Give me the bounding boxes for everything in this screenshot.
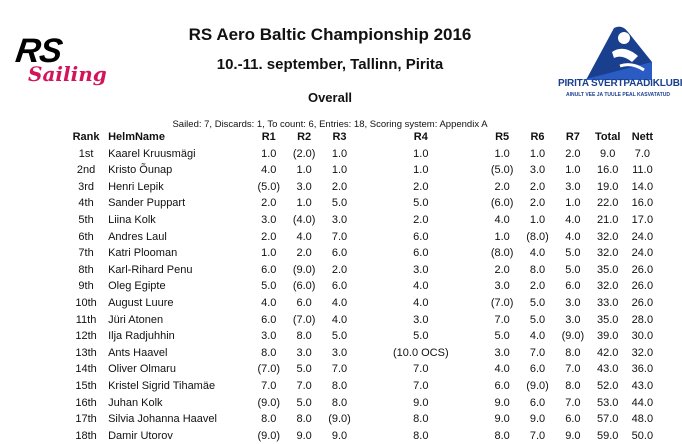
total-cell: 32.0 <box>596 247 619 260</box>
r4-cell: 6.0 <box>413 247 429 260</box>
r6-cell: (8.0) <box>526 230 549 243</box>
r1-cell: (5.0) <box>257 180 281 193</box>
col-r4: R4 <box>413 131 428 143</box>
col-rank: Rank <box>72 131 100 143</box>
r5-cell: 8.0 <box>494 429 510 442</box>
r4-cell: 2.0 <box>413 213 429 226</box>
col-r1: R1 <box>261 131 276 143</box>
r5-cell: 6.0 <box>494 379 510 392</box>
r1-cell: 1.0 <box>261 147 277 160</box>
r6-cell: 1.0 <box>529 147 546 160</box>
r1-cell: 2.0 <box>261 230 277 243</box>
r1-cell: (7.0) <box>257 363 281 376</box>
r7-cell: 3.0 <box>565 313 581 326</box>
r3-cell: 8.0 <box>331 396 348 409</box>
r5-cell: 9.0 <box>494 396 510 409</box>
r7-cell: 5.0 <box>565 263 581 276</box>
r7-cell: 1.0 <box>565 164 581 177</box>
r7-cell: 2.0 <box>565 147 581 160</box>
rank-cell: 16th <box>75 396 97 409</box>
rank-cell: 4th <box>78 197 94 210</box>
r5-cell: 4.0 <box>494 363 510 376</box>
r1-cell: (9.0) <box>257 396 281 409</box>
r4-cell: 5.0 <box>413 330 429 343</box>
r7-cell: 4.0 <box>565 230 581 243</box>
r6-cell: 2.0 <box>529 180 546 193</box>
r5-cell: 3.0 <box>494 346 510 359</box>
r6-cell: 1.0 <box>529 213 546 226</box>
helm-name-cell: Silvia Johanna Haavel <box>108 413 217 426</box>
r5-cell: 5.0 <box>494 330 510 343</box>
col-r2: R2 <box>297 131 312 143</box>
col-r6: R6 <box>530 131 545 143</box>
r6-cell: 5.0 <box>529 296 546 309</box>
total-cell: 32.0 <box>596 280 619 293</box>
r4-cell: 2.0 <box>413 180 429 193</box>
r2-cell: (4.0) <box>292 213 316 226</box>
r4-cell: (10.0 OCS) <box>393 346 449 359</box>
r7-cell: 5.0 <box>565 247 581 260</box>
col-r7: R7 <box>565 131 580 143</box>
nett-cell: 24.0 <box>631 247 654 260</box>
r7-cell: 6.0 <box>565 413 581 426</box>
total-cell: 21.0 <box>596 213 619 226</box>
rank-cell: 11th <box>75 313 97 326</box>
r3-cell: 7.0 <box>331 363 348 376</box>
rank-cell: 12th <box>75 330 97 343</box>
results-body <box>68 146 660 444</box>
rs-logo-mark: RS <box>13 32 64 70</box>
r7-cell: 9.0 <box>565 429 581 442</box>
helm-name-cell: Ants Haavel <box>108 346 168 359</box>
total-cell: 9.0 <box>600 147 616 160</box>
helm-name-cell: Katri Plooman <box>108 247 178 260</box>
nett-cell: 7.0 <box>634 147 651 160</box>
r6-cell: 7.0 <box>529 429 546 442</box>
helm-name-cell: Kristel Sigrid Tihamäe <box>108 379 216 392</box>
r6-cell: 6.0 <box>529 363 546 376</box>
r2-cell: 7.0 <box>296 379 312 392</box>
helm-name-cell: Jüri Atonen <box>108 313 164 326</box>
r4-cell: 4.0 <box>413 280 429 293</box>
r3-cell: 5.0 <box>331 330 348 343</box>
nett-cell: 44.0 <box>631 396 654 409</box>
table-row <box>68 262 660 279</box>
table-row <box>68 428 660 444</box>
r1-cell: 8.0 <box>261 346 277 359</box>
r2-cell: 9.0 <box>296 429 312 442</box>
r4-cell: 7.0 <box>413 363 429 376</box>
r2-cell: 3.0 <box>296 180 312 193</box>
r4-cell: 1.0 <box>413 164 429 177</box>
nett-cell: 26.0 <box>631 280 654 293</box>
r1-cell: (9.0) <box>257 429 281 442</box>
r6-cell: 4.0 <box>529 330 546 343</box>
r5-cell: 1.0 <box>494 230 510 243</box>
rank-cell: 3rd <box>78 180 94 193</box>
helm-name-cell: Juhan Kolk <box>108 396 163 409</box>
r5-cell: (7.0) <box>490 296 514 309</box>
rank-cell: 15th <box>75 379 97 392</box>
total-cell: 22.0 <box>596 197 619 210</box>
table-header-row <box>68 129 660 146</box>
nett-cell: 17.0 <box>631 213 654 226</box>
r3-cell: 8.0 <box>331 379 348 392</box>
helm-name-cell: Liina Kolk <box>108 213 156 226</box>
r3-cell: 2.0 <box>331 263 348 276</box>
total-cell: 32.0 <box>596 230 619 243</box>
r2-cell: 4.0 <box>296 230 312 243</box>
total-cell: 53.0 <box>596 396 619 409</box>
rank-cell: 8th <box>78 263 94 276</box>
helm-name-cell: Oleg Egipte <box>108 280 166 293</box>
pirita-club-slogan: AINULT VEE JA TUULE PEAL KASVATATUD <box>566 92 670 98</box>
r3-cell: 1.0 <box>331 147 348 160</box>
race-meta: Sailed: 7, Discards: 1, To count: 6, Entries: 18, Scoring system: Appendix A <box>172 119 488 130</box>
r2-cell: 8.0 <box>296 330 312 343</box>
sailing-logo-word: Sailing <box>28 62 107 86</box>
nett-cell: 43.0 <box>631 379 654 392</box>
r7-cell: 3.0 <box>565 296 581 309</box>
rank-cell: 2nd <box>76 164 96 177</box>
r1-cell: 6.0 <box>261 263 277 276</box>
r4-cell: 4.0 <box>413 296 429 309</box>
r6-cell: 3.0 <box>529 164 546 177</box>
total-cell: 35.0 <box>596 263 619 276</box>
r7-cell: 8.0 <box>565 379 581 392</box>
col-helmname: HelmName <box>108 131 165 143</box>
r3-cell: 1.0 <box>331 164 348 177</box>
helm-name-cell: Andres Laul <box>108 230 167 243</box>
r6-cell: 2.0 <box>529 280 546 293</box>
r6-cell: 2.0 <box>529 197 546 210</box>
helm-name-cell: Damir Utorov <box>108 429 173 442</box>
nett-cell: 24.0 <box>631 230 654 243</box>
rank-cell: 6th <box>78 230 94 243</box>
col-r3: R3 <box>332 131 347 143</box>
nett-cell: 32.0 <box>631 346 654 359</box>
r2-cell: 6.0 <box>296 296 312 309</box>
rank-cell: 7th <box>78 247 94 260</box>
r1-cell: 1.0 <box>261 247 277 260</box>
r5-cell: (5.0) <box>490 164 514 177</box>
r1-cell: 8.0 <box>261 413 277 426</box>
rank-cell: 10th <box>75 296 97 309</box>
r2-cell: 5.0 <box>296 396 312 409</box>
r4-cell: 5.0 <box>413 197 429 210</box>
table-row <box>68 295 660 312</box>
table-row <box>68 195 660 212</box>
total-cell: 59.0 <box>596 429 619 442</box>
r5-cell: 7.0 <box>494 313 510 326</box>
r3-cell: (9.0) <box>328 413 351 426</box>
table-row <box>68 162 660 179</box>
nett-cell: 16.0 <box>631 197 654 210</box>
r7-cell: 3.0 <box>565 180 581 193</box>
table-row <box>68 146 660 163</box>
r2-cell: (6.0) <box>292 280 316 293</box>
total-cell: 33.0 <box>596 296 619 309</box>
table-row <box>68 278 660 295</box>
nett-cell: 48.0 <box>631 413 654 426</box>
r2-cell: (7.0) <box>292 313 316 326</box>
r6-cell: 8.0 <box>529 263 546 276</box>
table-row <box>68 395 660 412</box>
r5-cell: 4.0 <box>494 213 510 226</box>
r4-cell: 3.0 <box>413 313 429 326</box>
r4-cell: 7.0 <box>413 379 429 392</box>
total-cell: 42.0 <box>596 346 619 359</box>
r3-cell: 4.0 <box>331 296 348 309</box>
col-nett: Nett <box>631 131 654 143</box>
helm-name-cell: Oliver Olmaru <box>108 363 176 376</box>
total-cell: 52.0 <box>596 379 619 392</box>
r6-cell: 6.0 <box>529 396 546 409</box>
r4-cell: 9.0 <box>413 396 429 409</box>
helm-name-cell: August Luure <box>108 296 174 309</box>
nett-cell: 14.0 <box>631 180 654 193</box>
r1-cell: 6.0 <box>261 313 277 326</box>
r1-cell: 3.0 <box>261 213 277 226</box>
pirita-club-name: PIRITA SVERTPAADIKLUBI <box>558 78 682 89</box>
table-row <box>68 229 660 246</box>
page-title: RS Aero Baltic Championship 2016 <box>188 25 472 44</box>
r7-cell: 7.0 <box>565 396 581 409</box>
nett-cell: 26.0 <box>631 263 654 276</box>
r7-cell: 8.0 <box>565 346 581 359</box>
table-row <box>68 179 660 196</box>
helm-name-cell: Karl-Rihard Penu <box>108 263 193 276</box>
r4-cell: 1.0 <box>413 147 429 160</box>
r1-cell: 7.0 <box>261 379 277 392</box>
nett-cell: 11.0 <box>632 164 653 177</box>
r2-cell: 1.0 <box>296 164 312 177</box>
col-r5: R5 <box>495 131 510 143</box>
table-row <box>68 361 660 378</box>
rank-cell: 5th <box>78 213 94 226</box>
r5-cell: 1.0 <box>494 147 510 160</box>
r4-cell: 3.0 <box>413 263 429 276</box>
nett-cell: 30.0 <box>631 330 654 343</box>
r5-cell: 9.0 <box>494 413 510 426</box>
r3-cell: 5.0 <box>331 197 348 210</box>
r3-cell: 9.0 <box>331 429 348 442</box>
r7-cell: 4.0 <box>565 213 581 226</box>
r5-cell: 2.0 <box>494 263 510 276</box>
table-row <box>68 212 660 229</box>
r1-cell: 2.0 <box>261 197 277 210</box>
table-row <box>68 411 660 428</box>
total-cell: 39.0 <box>596 330 619 343</box>
helm-name-cell: Sander Puppart <box>108 197 186 210</box>
r7-cell: 7.0 <box>565 363 581 376</box>
total-cell: 57.0 <box>596 413 619 426</box>
r3-cell: 7.0 <box>331 230 348 243</box>
results-table <box>68 129 660 444</box>
total-cell: 43.0 <box>596 363 619 376</box>
r3-cell: 3.0 <box>331 213 348 226</box>
r6-cell: 4.0 <box>529 247 546 260</box>
r3-cell: 3.0 <box>331 346 348 359</box>
nett-cell: 50.0 <box>631 429 654 442</box>
r2-cell: (2.0) <box>292 147 316 160</box>
r6-cell: 7.0 <box>529 346 546 359</box>
total-cell: 35.0 <box>596 313 619 326</box>
helm-name-cell: Kristo Õunap <box>108 164 173 177</box>
r3-cell: 4.0 <box>331 313 348 326</box>
r7-cell: 1.0 <box>565 197 581 210</box>
r5-cell: (8.0) <box>490 247 514 260</box>
total-cell: 16.0 <box>596 164 619 177</box>
rank-cell: 14th <box>75 363 97 376</box>
rank-cell: 13th <box>75 346 97 359</box>
r4-cell: 8.0 <box>413 413 429 426</box>
rank-cell: 9th <box>78 280 94 293</box>
table-row <box>68 378 660 395</box>
r1-cell: 5.0 <box>261 280 277 293</box>
r3-cell: 6.0 <box>331 280 348 293</box>
table-row <box>68 245 660 262</box>
rank-cell: 17th <box>75 413 97 426</box>
r1-cell: 4.0 <box>261 296 277 309</box>
table-row <box>68 328 660 345</box>
r5-cell: (6.0) <box>490 197 514 210</box>
r4-cell: 8.0 <box>413 429 429 442</box>
nett-cell: 36.0 <box>631 363 654 376</box>
table-row <box>68 345 660 362</box>
nett-cell: 26.0 <box>631 296 654 309</box>
helm-name-cell: Kaarel Kruusmägi <box>108 147 196 160</box>
table-row <box>68 312 660 329</box>
r7-cell: 6.0 <box>565 280 581 293</box>
r2-cell: 8.0 <box>296 413 312 426</box>
section-title: Overall <box>307 90 353 105</box>
r7-cell: (9.0) <box>561 330 585 343</box>
r1-cell: 3.0 <box>261 330 277 343</box>
r2-cell: (9.0) <box>292 263 316 276</box>
r1-cell: 4.0 <box>261 164 277 177</box>
rank-cell: 1st <box>78 147 94 160</box>
page-subtitle: 10.-11. september, Tallinn, Pirita <box>216 56 444 73</box>
r3-cell: 6.0 <box>331 247 348 260</box>
r2-cell: 2.0 <box>296 247 312 260</box>
r4-cell: 6.0 <box>413 230 429 243</box>
col-total: Total <box>594 131 621 143</box>
helm-name-cell: Ilja Radjuhhin <box>108 330 175 343</box>
r2-cell: 5.0 <box>296 363 312 376</box>
helm-name-cell: Henri Lepik <box>108 180 164 193</box>
nett-cell: 28.0 <box>631 313 654 326</box>
total-cell: 19.0 <box>596 180 619 193</box>
r5-cell: 2.0 <box>494 180 510 193</box>
r6-cell: 9.0 <box>529 413 546 426</box>
r2-cell: 3.0 <box>296 346 312 359</box>
r5-cell: 3.0 <box>494 280 510 293</box>
r2-cell: 1.0 <box>296 197 312 210</box>
r6-cell: 5.0 <box>529 313 546 326</box>
rank-cell: 18th <box>75 429 97 442</box>
r6-cell: (9.0) <box>526 379 549 392</box>
r3-cell: 2.0 <box>331 180 348 193</box>
